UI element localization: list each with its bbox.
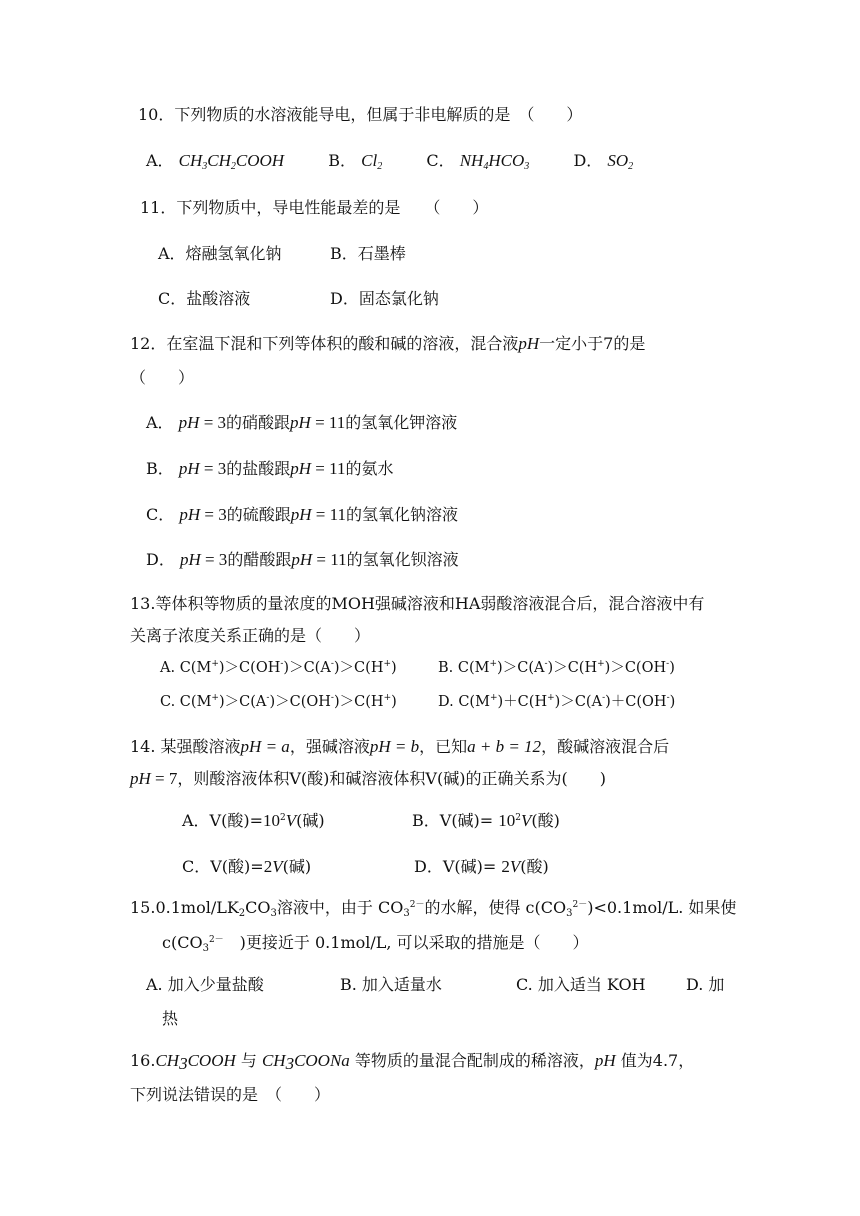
question-12-option-b: B． pH = 3的盐酸跟pH = 11的氨水: [146, 459, 394, 478]
question-12-option-a: A． pH = 3的硝酸跟pH = 11的氢氧化钾溶液: [146, 413, 458, 432]
question-10-options: [146, 150, 633, 172]
question-15-option-d-cont: 热: [162, 1009, 179, 1028]
question-15-option-a: A. 加入少量盐酸: [146, 975, 264, 994]
question-12-option-c: C． pH = 3的硫酸跟pH = 11的氢氧化钠溶液: [146, 505, 458, 524]
question-14-stem-cont: pH = 7，则酸溶液体积V(酸)和碱溶液体积V(碱)的正确关系为( ): [130, 769, 606, 788]
question-11-stem: 11．下列物质中，导电性能最差的是 （ ）: [140, 198, 489, 217]
question-11-option-b: B．石墨棒: [330, 244, 406, 263]
option-c-formula: $NH_4HCO_3$: [459, 151, 530, 172]
option-a-label: A．: [146, 151, 174, 170]
question-10-stem: 10．下列物质的水溶液能导电，但属于非电解质的是 （ ）: [138, 105, 583, 124]
question-12-stem: 12．在室温下混和下列等体积的酸和碱的溶液，混合液pH一定小于7的是: [130, 334, 646, 353]
option-a-formula: $CH_3CH_2COOH$: [178, 151, 285, 172]
question-13-option-a: A. C(M+)＞C(OH-)＞C(A-)＞C(H+): [160, 659, 397, 676]
question-15-stem: $15.0.1mol/LK_2CO_3$溶液中，由于 $CO_3^{2-}$的水解，使得 $c(CO_3^{2-})<0.1mol/L$. 如果使: [130, 898, 737, 919]
question-15-stem-cont: $c(CO_3^{2-}$ )更接近于 0.1mol/L, 可以采取的措施是（ ）: [162, 933, 589, 954]
question-15-option-d: D. 加: [686, 975, 725, 994]
question-13-stem-cont: 关离子浓度关系正确的是（ ）: [130, 626, 371, 645]
question-14-option-a: A．V(酸)$=10^2V$(碱): [182, 811, 325, 830]
question-11-option-d: D．固态氯化钠: [330, 289, 439, 308]
question-14-stem: 14. 某强酸溶液pH = a，强碱溶液pH = b，已知a + b = 12，酸碱溶液混合后: [130, 737, 670, 756]
option-d-formula: $SO_2$: [607, 151, 634, 172]
option-b-label: B．: [328, 151, 357, 170]
option-c-label: C．: [426, 151, 455, 170]
question-14-option-c: C．V(酸)=2V(碱): [182, 857, 312, 876]
question-16-stem: $16.CH_3COOH$ 与 $CH_3COONa$ 等物质的量混合配制成的稀溶液，pH 值为4.7，: [130, 1051, 695, 1073]
question-13-option-d: D. C(M+)＋C(H+)＞C(A-)＋C(OH-): [438, 693, 676, 710]
question-14-option-d: D．V(碱)= 2V(酸): [414, 857, 549, 876]
question-16-stem-cont: 下列说法错误的是 （ ）: [130, 1085, 331, 1104]
question-14-option-b: B．V(碱)= $10^2V$(酸): [412, 811, 560, 830]
question-13-option-b: B. C(M+)＞C(A-)＞C(H+)＞C(OH-): [438, 659, 675, 676]
option-b-formula: $Cl_2$: [361, 151, 383, 172]
question-13-stem: 13.等体积等物质的量浓度的MOH强碱溶液和HA弱酸溶液混合后，混合溶液中有: [130, 594, 705, 613]
question-15-option-c: C. 加入适当 KOH: [516, 975, 646, 994]
option-d-label: D．: [573, 151, 603, 170]
question-12-stem-cont: （ ）: [130, 368, 195, 387]
question-11-option-c: C．盐酸溶液: [158, 289, 251, 308]
question-13-option-c: C. C(M+)＞C(A-)＞C(OH-)＞C(H+): [160, 693, 397, 710]
question-15-option-b: B. 加入适量水: [340, 975, 442, 994]
question-12-option-d: D． pH = 3的醋酸跟pH = 11的氢氧化钡溶液: [146, 550, 459, 569]
question-11-option-a: A．熔融氢氧化钠: [158, 244, 282, 263]
